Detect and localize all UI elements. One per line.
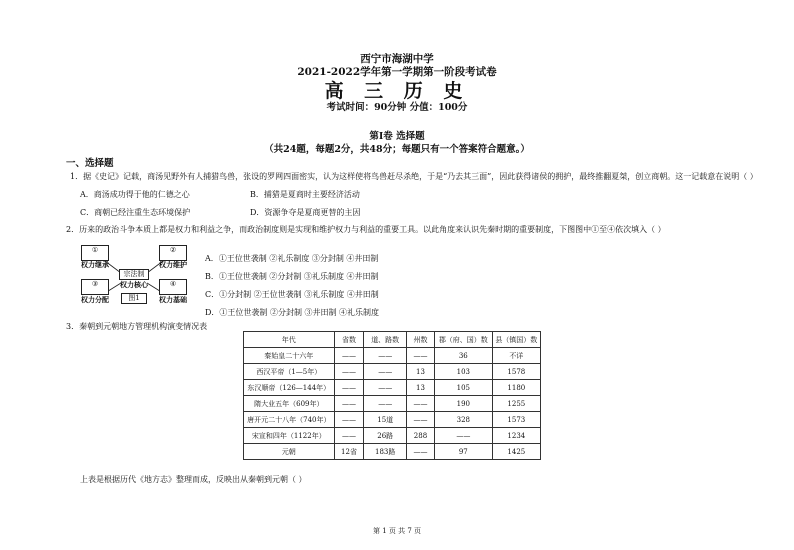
table-header: 县（镇国）数 (492, 332, 540, 348)
label-basis: 权力基础 (159, 295, 187, 304)
diagram-box-3: ③ (81, 279, 109, 295)
table-cell: 1255 (492, 396, 540, 412)
table-row (244, 364, 541, 380)
label-distribute: 权力分配 (81, 295, 109, 304)
table-cell: 190 (434, 396, 492, 412)
table-header: 省数 (334, 332, 364, 348)
table-cell: 1573 (492, 412, 540, 428)
section-heading: 一、选择题 (66, 158, 114, 169)
q1-option-b: B．捕猎是夏商时主要经济活动 (250, 190, 360, 199)
table-cell: 1425 (492, 444, 540, 460)
table-cell: 26路 (364, 428, 407, 444)
table-cell: 宋宣和四年（1122年） (244, 428, 335, 444)
q3-followup: 上表是根据历代《地方志》整理而成，反映出从秦朝到元朝（ ） (80, 475, 307, 484)
table-cell: —— (434, 428, 492, 444)
table-cell: —— (364, 380, 407, 396)
school-name: 西宁市海湖中学 (360, 53, 434, 65)
q2-option-c: C．①分封制 ②王位世袭制 ③礼乐制度 ④井田制 (205, 290, 379, 299)
label-maintain: 权力维护 (159, 260, 187, 269)
q2-diagram (81, 245, 187, 309)
table-cell: 不详 (492, 348, 540, 364)
table-cell: —— (334, 348, 364, 364)
table-cell: 103 (434, 364, 492, 380)
table-cell: —— (364, 396, 407, 412)
table-cell: 36 (434, 348, 492, 364)
q3-table (243, 331, 541, 460)
table-cell: 97 (434, 444, 492, 460)
table-cell: 183路 (364, 444, 407, 460)
table-cell: 元朝 (244, 444, 335, 460)
table-cell: —— (364, 364, 407, 380)
table-header: 州数 (406, 332, 434, 348)
table-row (244, 444, 541, 460)
table-cell: —— (334, 428, 364, 444)
table-row (244, 348, 541, 364)
subject-title: 高 三 历 史 (324, 80, 470, 102)
table-cell: 秦始皇二十六年 (244, 348, 335, 364)
table-cell: —— (406, 396, 434, 412)
table-cell: —— (334, 396, 364, 412)
q3-stem: 3．秦朝到元朝地方管理机构演变情况表 (66, 322, 208, 331)
part-note: （共24题，每题2分，共48分；每题只有一个答案符合题意。） (264, 144, 530, 155)
table-header: 郡（府、国）数 (434, 332, 492, 348)
table-cell: —— (406, 348, 434, 364)
table-cell: 1234 (492, 428, 540, 444)
table-cell: —— (406, 444, 434, 460)
q2-option-d: D．①王位世袭制 ②分封制 ③井田制 ④礼乐制度 (205, 308, 380, 317)
q2-stem: 2．历来的政治斗争本质上都是权力和利益之争，而政治制度则是实现和维护权力与利益的重要工具。以此角度来认识先秦时期的重要制度，下图图中①至④依次填入（ ） (66, 225, 666, 234)
label-inherit: 权力继承 (81, 260, 109, 269)
label-core: 权力核心 (120, 280, 148, 289)
table-cell: 唐开元二十八年（740年） (244, 412, 335, 428)
q1-option-a: A．商汤成功得于他的仁德之心 (80, 190, 190, 199)
table-cell: 105 (434, 380, 492, 396)
exam-term: 2021-2022学年第一学期第一阶段考试卷 (297, 66, 497, 78)
table-cell: 西汉平帝（1—5年） (244, 364, 335, 380)
table-cell: 328 (434, 412, 492, 428)
table-header: 年代 (244, 332, 335, 348)
table-row (244, 412, 541, 428)
q1-option-d: D．资源争夺是夏商更替的主因 (250, 208, 361, 217)
table-cell: —— (406, 412, 434, 428)
diagram-box-1: ① (81, 245, 109, 261)
diagram-center: 宗法制 (119, 269, 149, 280)
table-cell: —— (334, 364, 364, 380)
page-footer: 第 1 页 共 7 页 (372, 527, 422, 535)
q2-option-b: B．①王位世袭制 ②分封制 ③礼乐制度 ④井田制 (205, 272, 379, 281)
table-cell: 12省 (334, 444, 364, 460)
table-cell: 13 (406, 364, 434, 380)
table-cell: 13 (406, 380, 434, 396)
q1-stem: 1．据《史记》记载，商汤见野外有人捕猎鸟兽，张设的罗网四面密实，认为这样使将鸟兽赶尽杀绝，于是“乃去其三面”，因此获得诸侯的拥护，最终推翻夏桀，创立商朝。这一记载意在说明（ ） (70, 172, 758, 181)
table-header-row (244, 332, 541, 348)
table-cell: 288 (406, 428, 434, 444)
exam-time-info: 考试时间：90分钟 分值：100分 (326, 102, 468, 113)
table-cell: 1578 (492, 364, 540, 380)
q1-option-c: C．商朝已经注重生态环境保护 (80, 208, 191, 217)
table-row (244, 396, 541, 412)
q2-option-a: A．①王位世袭制 ②礼乐制度 ③分封制 ④井田制 (205, 254, 379, 263)
diagram-caption: 图1 (121, 293, 147, 304)
table-row (244, 428, 541, 444)
table-header: 道、路数 (364, 332, 407, 348)
diagram-box-4: ④ (159, 279, 187, 295)
table-row (244, 380, 541, 396)
table-cell: 东汉顺帝（126—144年） (244, 380, 335, 396)
table-cell: 1180 (492, 380, 540, 396)
diagram-box-2: ② (159, 245, 187, 261)
table-cell: —— (364, 348, 407, 364)
table-cell: —— (334, 412, 364, 428)
table-cell: —— (334, 380, 364, 396)
table-cell: 隋大业五年（609年） (244, 396, 335, 412)
table-cell: 15道 (364, 412, 407, 428)
part-title: 第Ⅰ卷 选择题 (369, 131, 425, 142)
